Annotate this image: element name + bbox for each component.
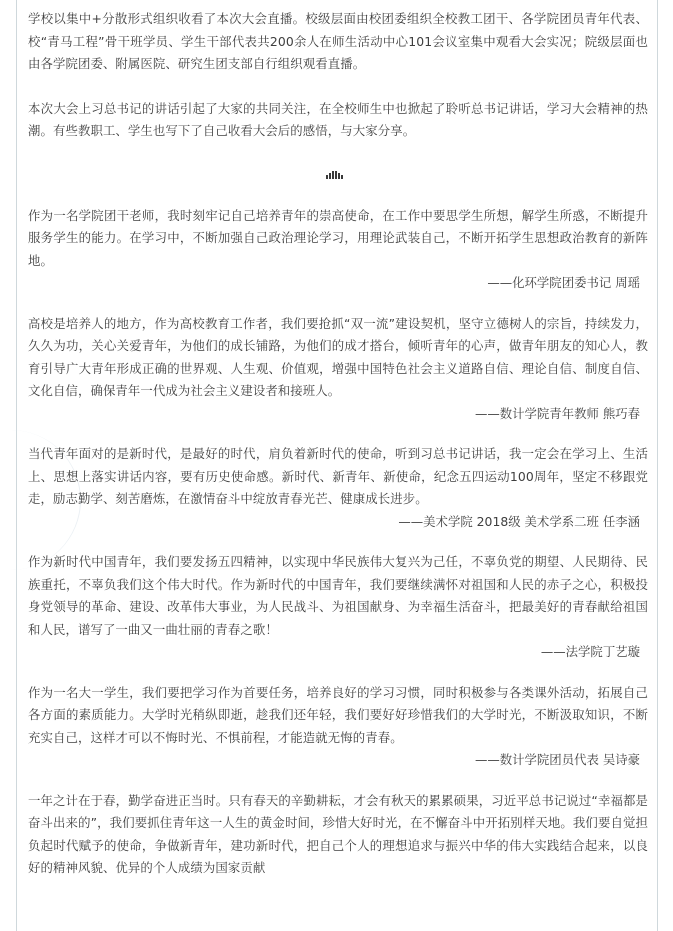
section-divider [28,143,648,205]
reflection-author-3: ——美术学院 2018级 美术学系二班 任李涵 [398,513,640,529]
reflection-text-3: 当代青年面对的是新时代，是最好的时代，肩负着新时代的使命，听到习总书记讲话，我一定会在学习上、生活上、思想上落实讲话内容，要有历史使命感。新时代、新青年、新使命，纪念五四运动100周年，坚定不移跟党走，励志勤学、刻苦磨炼，在激情奋斗中绽放青春光芒、健康成长进步。 [28,446,648,506]
reflection-author-1: ——化环学院团委书记 周瑶 [487,275,640,290]
reflection-author-5: ——数计学院团员代表 吴诗豪 [474,752,640,767]
article-body [28,8,648,880]
reflection-text-1: 作为一名学院团干老师，我时刻牢记自己培养青年的崇高使命，在工作中要思学生所想，解学生所惑，不断提升服务学生的能力。在学习中，不断加强自己政治理论学习，用理论武装自己，不断开拓学生思想政治教育的新阵地。 [28,207,648,268]
reflection-text-2: 高校是培养人的地方，作为高校教育工作者，我们要抢抓“双一流”建设契机，坚守立德树人的宗旨，持续发力，久久为功，关心关爱青年，为他们的成长铺路，为他们的成才搭台，倾听青年的心声，做青年朋友的知心人，教育引导广大青年形成正确的世界观、人生观、价值观，增强中国特色社会主义道路自信、理论自信、制度自信、文化自信，确保青年一代成为社会主义建设者和接班人。 [28,315,648,398]
intro-paragraph-2: 本次大会上习总书记的讲话引起了大家的共同关注，在全校师生中也掀起了聆听总书记讲话，学习大会精神的热潮。有些教职工、学生也写下了自己收看大会后的感悟，与大家分享。 [28,100,648,138]
reflection-text-6: 一年之计在于春，勤学奋进正当时。只有春天的辛勤耕耘，才会有秋天的累累硕果，习近平总书记说过“幸福都是奋斗出来的”，我们要抓住青年这一人生的黄金时间，珍惜大好时光，在不懈奋斗中开拓别样天地。我们要自觉担负起时代赋予的使命，争做新青年，建功新时代，把自己个人的理想追求与振兴中华的伟大实践结合起来，以良好的精神风貌、优异的个人成绩为国家贡献 [28,792,648,875]
reflection-text-4: 作为新时代中国青年，我们要发扬五四精神，以实现中华民族伟大复兴为己任，不辜负党的期望、人民期待、民族重托，不辜负我们这个伟大时代。作为新时代的中国青年，我们要继续满怀对祖国和人民的赤子之心，积极投身党领导的革命、建设、改革伟大事业，为人民战斗、为祖国献身、为幸福生活奋斗，把最美好的青春献给祖国和人民，谱写了一曲又一曲壮丽的青春之歌！ [28,554,648,637]
reflection-author-4: ——法学院丁艺璇 [540,644,640,659]
reflection-author-2: ——数计学院青年教师 熊巧春 [474,405,640,421]
reflection-text-5: 作为一名大一学生，我们要把学习作为首要任务，培养良好的学习习惯，同时积极参与各类课外活动，拓展自己各方面的素质能力。大学时光稍纵即逝，趁我们还年轻，我们要好好珍惜我们的大学时光，不断汲取知识，不断充实自己，这样才可以不悔时光、不惧前程，才能造就无悔的青春。 [28,684,648,745]
right-border-line [657,0,658,931]
bars-divider-icon [326,171,343,179]
intro-paragraph-1: 学校以集中+分散形式组织收看了本次大会直播。校级层面由校团委组织全校教工团干、各学院团员青年代表、校“青马工程”骨干班学员、学生干部代表共200余人在师生活动中心101会议室集中观看大会实况；院级层面也由各学院团委、附属医院、研究生团支部自行组织观看直播。 [28,11,648,71]
